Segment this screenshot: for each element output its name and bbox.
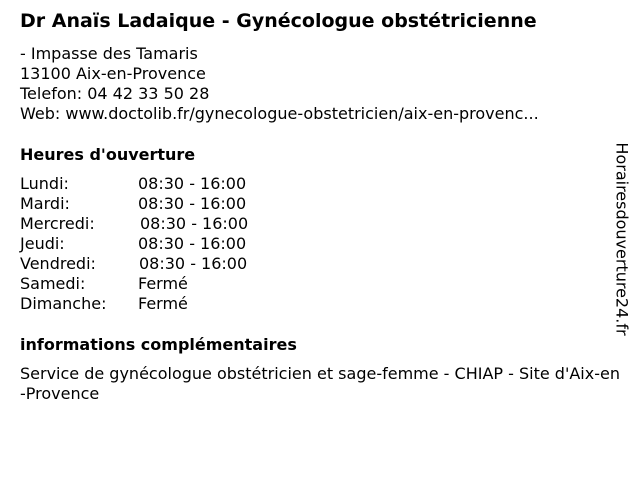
hours-time: 08:30 - 16:00: [139, 254, 248, 273]
hours-time: 08:30 - 16:00: [138, 194, 247, 213]
hours-time: Fermé: [138, 274, 188, 293]
watermark-text: Horairesdouverture24.fr: [612, 142, 632, 336]
hours-time: 08:30 - 16:00: [138, 234, 247, 253]
hours-day: Lundi:: [20, 174, 69, 193]
page-title: Dr Anaïs Ladaique - Gynécologue obstétricienne: [20, 10, 537, 32]
additional-info-heading: informations complémentaires: [20, 335, 297, 354]
watermark: [612, 134, 632, 344]
phone-number: Telefon: 04 42 33 50 28: [20, 84, 210, 103]
opening-hours-heading: Heures d'ouverture: [20, 145, 196, 164]
hours-time: 08:30 - 16:00: [138, 174, 247, 193]
hours-day: Mercredi:: [20, 214, 95, 233]
hours-day: Samedi:: [20, 274, 86, 293]
website-link: Web: www.doctolib.fr/gynecologue-obstetricien/aix-en-provenc...: [20, 104, 539, 123]
hours-day: Vendredi:: [20, 254, 96, 273]
additional-info-text: Service de gynécologue obstétricien et sage-femme - CHIAP - Site d'Aix-en-Provence: [20, 364, 620, 403]
hours-time: Fermé: [138, 294, 188, 313]
hours-day: Jeudi:: [20, 234, 65, 253]
address-block: [20, 44, 539, 124]
hours-day: Mardi:: [20, 194, 70, 213]
hours-day: Dimanche:: [20, 294, 107, 313]
hours-time: 08:30 - 16:00: [140, 214, 249, 233]
address-city: 13100 Aix-en-Provence: [20, 64, 206, 83]
address-street: - Impasse des Tamaris: [20, 44, 198, 63]
